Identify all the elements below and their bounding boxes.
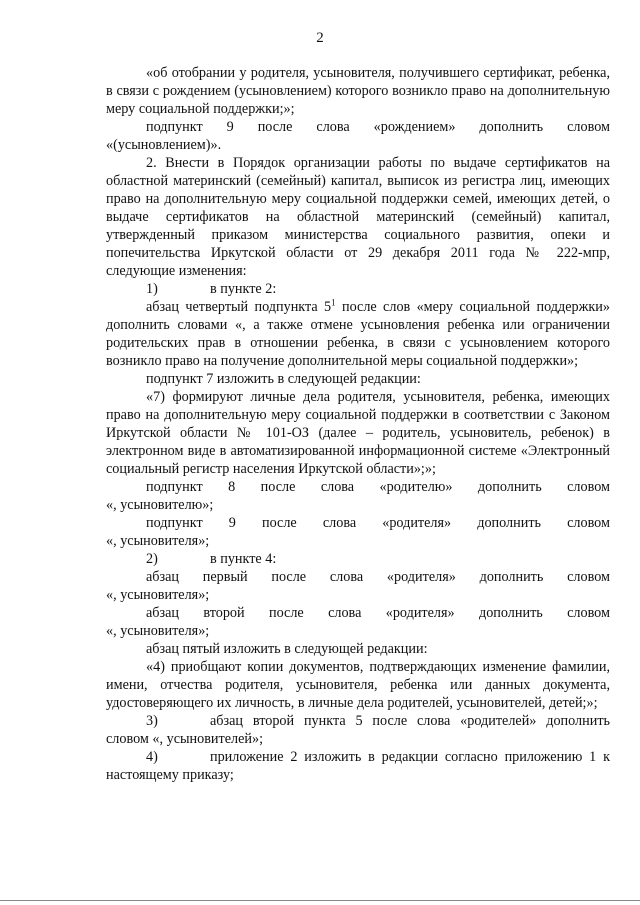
superscript: 1	[331, 297, 336, 308]
paragraph: подпункт 9 после слова «родителя» дополнить словом	[146, 515, 610, 531]
paragraph: подпункт 7 изложить в следующей редакции:	[146, 371, 421, 387]
paragraph: 2. Внести в Порядок организации работы по выдаче сертификатов на областной материнский (семейный) капитал, выписок из регистра лиц, имеющих право на дополнительную меру социальной поддержки семей, имеющих детей, о выдаче сертификатов на областной материнский (семейный) капитал, утвержденный приказом министерства социального развития, опеки и попечительства Иркутской области от 29 декабря 2011 года № 222-мпр, следующие изменения:	[106, 155, 610, 279]
list-text: абзац второй пункта 5 после слова «родителей» дополнить словом «, усыновителей»;	[106, 713, 610, 747]
list-item	[106, 280, 610, 298]
paragraph: «7) формируют личные дела родителя, усыновителя, ребенка, имеющих право на дополнительную меру социальной поддержки в соответствии с Законом Иркутской области № 101-ОЗ (далее – родитель, усыновитель, ребенок) в электронном виде в автоматизированной информационной системе «Электронный социальный регистр населения Иркутской области»;»;	[106, 389, 610, 477]
list-text: в пункте 4:	[210, 551, 277, 567]
paragraph: подпункт 8 после слова «родителю» дополнить словом	[146, 479, 610, 495]
document-body	[106, 64, 610, 784]
paragraph-continuation: «, усыновителя»;	[106, 587, 210, 603]
page-number: 2	[316, 30, 324, 46]
paragraph: «об отобрании у родителя, усыновителя, получившего сертификат, ребенка, в связи с рождением (усыновлением) которого возникло право на дополнительную меру социальной поддержки;»;	[106, 65, 610, 117]
paragraph-text: после слов «меру социальной поддержки» дополнить словами «, а также отмене усыновления ребенка или ограничении родительских прав в отношении ребенка, в связи с усыновлением которого возникло право на получение дополнительной меры социальной поддержки»;	[106, 299, 610, 369]
paragraph	[106, 298, 610, 370]
paragraph: абзац второй после слова «родителя» дополнить словом	[146, 605, 610, 621]
list-text: приложение 2 изложить в редакции согласно приложению 1 к настоящему приказу;	[106, 749, 610, 783]
list-text: в пункте 2:	[210, 281, 277, 297]
bottom-border-line	[0, 900, 640, 901]
list-number: 3)	[146, 713, 158, 729]
list-number: 2)	[146, 551, 158, 567]
paragraph-continuation: «(усыновлением)».	[106, 137, 222, 153]
paragraph-text: абзац четвертый подпункта 5	[146, 299, 332, 315]
paragraph: подпункт 9 после слова «рождением» дополнить словом	[146, 119, 610, 135]
list-number: 4)	[146, 749, 158, 765]
paragraph-continuation: «, усыновителю»;	[106, 497, 214, 513]
paragraph: «4) приобщают копии документов, подтверждающих изменение фамилии, имени, отчества родителя, усыновителя, ребенка или данных документа, удостоверяющего их личность, в личные дела родителей, усыновителей, детей;»;	[106, 659, 610, 711]
paragraph: абзац первый после слова «родителя» дополнить словом	[146, 569, 610, 585]
paragraph-continuation: «, усыновителя»;	[106, 623, 210, 639]
list-item	[106, 712, 610, 748]
list-item	[106, 550, 610, 568]
list-item	[106, 748, 610, 784]
list-number: 1)	[146, 281, 158, 297]
paragraph: абзац пятый изложить в следующей редакции:	[146, 641, 428, 657]
paragraph-continuation: «, усыновителя»;	[106, 533, 210, 549]
